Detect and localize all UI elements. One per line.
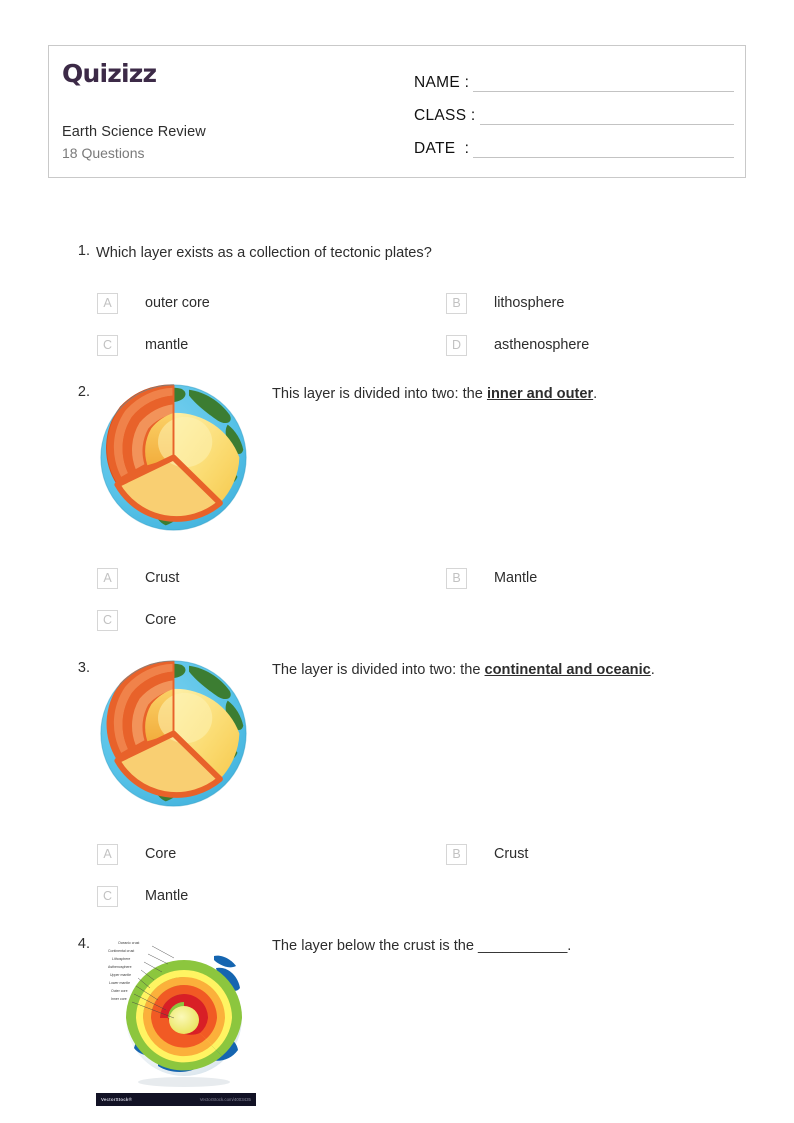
header-fields-block bbox=[414, 46, 745, 177]
option-label: mantle bbox=[145, 337, 189, 353]
option-b[interactable] bbox=[446, 291, 564, 315]
option-letter: B bbox=[446, 568, 467, 589]
question-text-plain: Which layer exists as a collection of tectonic plates? bbox=[96, 245, 432, 261]
earth-labeled-image bbox=[96, 932, 256, 1112]
vectorstock-url: VectorStock.com/4003435 bbox=[199, 1097, 251, 1102]
label-outer-core: Outer core bbox=[111, 989, 128, 993]
vectorstock-watermark-bar bbox=[96, 1093, 256, 1106]
class-field-input[interactable] bbox=[480, 107, 734, 125]
earth-cutaway-image bbox=[96, 656, 251, 811]
date-field-input[interactable] bbox=[473, 140, 734, 158]
option-label: Mantle bbox=[494, 570, 538, 586]
option-label: outer core bbox=[145, 295, 210, 311]
question-text bbox=[272, 660, 742, 680]
option-a[interactable] bbox=[97, 842, 176, 866]
question-number: 2. bbox=[77, 384, 90, 400]
question-text bbox=[96, 243, 736, 263]
date-field-row bbox=[414, 136, 734, 158]
option-letter: D bbox=[446, 335, 467, 356]
label-asthenosphere: Asthenosphere bbox=[108, 965, 132, 969]
option-label: Mantle bbox=[145, 888, 189, 904]
name-field-input[interactable] bbox=[473, 74, 734, 92]
earth-cutaway-svg bbox=[96, 380, 251, 535]
question-text-plain: The layer below the crust is the ___________. bbox=[272, 938, 572, 954]
earth-layers-svg bbox=[96, 932, 256, 1092]
label-oceanic-crust: Oceanic crust bbox=[118, 941, 140, 945]
name-field-label: NAME : bbox=[414, 74, 470, 91]
question-text bbox=[272, 936, 742, 956]
page-title: Earth Science Review bbox=[62, 124, 206, 140]
quizizz-logo: Quizizz bbox=[62, 59, 157, 88]
option-label: Core bbox=[145, 612, 177, 628]
question-text-tail: . bbox=[593, 386, 598, 402]
question-text-plain: This layer is divided into two: the bbox=[272, 386, 487, 402]
option-c[interactable] bbox=[97, 333, 188, 357]
question-number: 4. bbox=[77, 936, 90, 952]
option-letter: C bbox=[97, 335, 118, 356]
option-label: asthenosphere bbox=[494, 337, 590, 353]
option-letter: C bbox=[97, 886, 118, 907]
label-upper-mantle: Upper mantle bbox=[110, 973, 132, 977]
earth-layers-diagram bbox=[96, 932, 256, 1092]
question-text-plain: The layer is divided into two: the bbox=[272, 662, 485, 678]
option-b[interactable] bbox=[446, 842, 528, 866]
option-a[interactable] bbox=[97, 291, 210, 315]
option-letter: B bbox=[446, 844, 467, 865]
option-label: Crust bbox=[494, 846, 529, 862]
header-left-block bbox=[62, 46, 412, 177]
earth-cutaway-svg bbox=[96, 656, 251, 811]
option-letter: A bbox=[97, 293, 118, 314]
option-b[interactable] bbox=[446, 566, 537, 590]
question-number: 1. bbox=[77, 243, 90, 259]
option-letter: B bbox=[446, 293, 467, 314]
class-field-label: CLASS : bbox=[414, 107, 476, 124]
option-c[interactable] bbox=[97, 884, 188, 908]
option-d[interactable] bbox=[446, 333, 589, 357]
earth-cutaway-image bbox=[96, 380, 251, 535]
question-text bbox=[272, 384, 742, 404]
question-number: 3. bbox=[77, 660, 90, 676]
option-c[interactable] bbox=[97, 608, 176, 632]
option-letter: A bbox=[97, 844, 118, 865]
label-lower-mantle: Lower mantle bbox=[109, 981, 131, 985]
question-text-blank: inner and outer bbox=[486, 386, 594, 402]
class-field-row bbox=[414, 103, 734, 125]
option-label: Crust bbox=[145, 570, 180, 586]
worksheet-header bbox=[48, 45, 746, 178]
name-field-row bbox=[414, 70, 734, 92]
option-letter: C bbox=[97, 610, 118, 631]
option-label: lithosphere bbox=[494, 295, 565, 311]
label-inner-core: Inner core bbox=[111, 997, 127, 1001]
question-text-blank: continental and oceanic bbox=[484, 662, 651, 678]
label-lithosphere: Lithosphere bbox=[112, 957, 131, 961]
date-field-label: DATE : bbox=[414, 140, 470, 157]
question-count: 18 Questions bbox=[62, 145, 145, 161]
question-text-tail: . bbox=[650, 662, 655, 678]
vectorstock-brand: VectorStock® bbox=[101, 1097, 133, 1102]
option-letter: A bbox=[97, 568, 118, 589]
option-label: Core bbox=[145, 846, 177, 862]
option-a[interactable] bbox=[97, 566, 179, 590]
label-continental-crust: Continental crust bbox=[108, 949, 135, 953]
